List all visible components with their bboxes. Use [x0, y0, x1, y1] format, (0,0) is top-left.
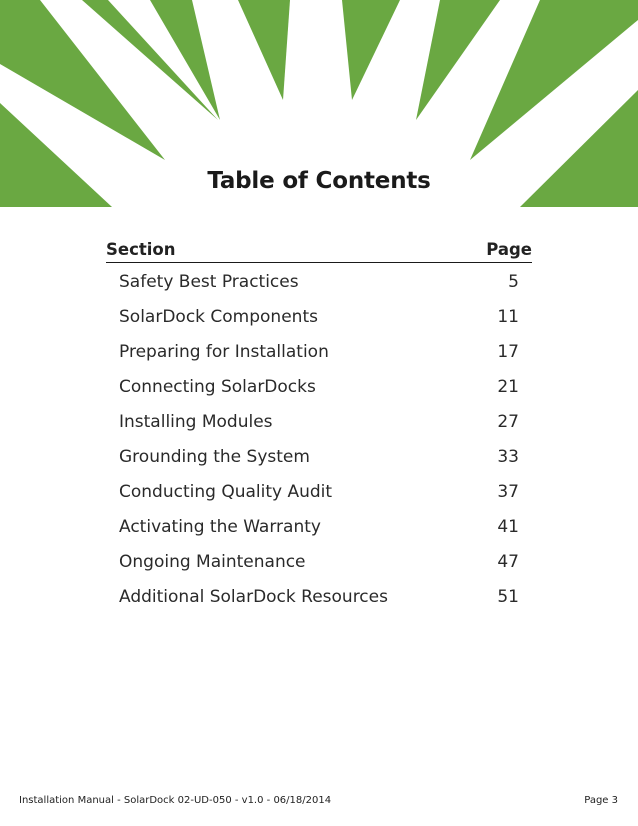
toc-entry-label: Installing Modules — [119, 412, 273, 432]
toc-entry-label: Safety Best Practices — [119, 272, 299, 292]
footer-document-info: Installation Manual - SolarDock 02-UD-050 - v1.0 - 06/18/2014 — [19, 795, 332, 806]
page-title: Table of Contents — [207, 168, 431, 194]
toc-entry — [119, 340, 519, 375]
section-column-header: Section — [106, 240, 176, 259]
toc-entry-label: Preparing for Installation — [119, 342, 329, 362]
toc-entry-label: SolarDock Components — [119, 307, 318, 327]
toc-entry-page: 47 — [497, 552, 519, 572]
toc-entry — [119, 550, 519, 585]
page-column-header: Page — [486, 240, 532, 259]
toc-entry — [119, 585, 519, 620]
toc-entry-page: 17 — [497, 342, 519, 362]
toc-entry-page: 41 — [497, 517, 519, 537]
toc-entry-page: 5 — [508, 272, 519, 292]
toc-entry — [119, 480, 519, 515]
toc-list — [119, 270, 519, 620]
toc-entry-label: Additional SolarDock Resources — [119, 587, 388, 607]
toc-entry-label: Connecting SolarDocks — [119, 377, 316, 397]
footer-page-number: Page 3 — [584, 795, 618, 806]
toc-entry-page: 27 — [497, 412, 519, 432]
toc-entry-page: 37 — [497, 482, 519, 502]
toc-entry-page: 51 — [497, 587, 519, 607]
toc-entry-label: Ongoing Maintenance — [119, 552, 306, 572]
toc-entry — [119, 410, 519, 445]
toc-header — [106, 238, 532, 263]
toc-entry — [119, 375, 519, 410]
toc-entry-page: 11 — [497, 307, 519, 327]
toc-entry-label: Conducting Quality Audit — [119, 482, 333, 502]
toc-entry-page: 33 — [497, 447, 519, 467]
toc-entry — [119, 305, 519, 340]
toc-entry — [119, 445, 519, 480]
toc-entry-label: Activating the Warranty — [119, 517, 321, 537]
toc-entry-label: Grounding the System — [119, 447, 310, 467]
toc-entry — [119, 270, 519, 305]
toc-entry-page: 21 — [497, 377, 519, 397]
toc-entry — [119, 515, 519, 550]
